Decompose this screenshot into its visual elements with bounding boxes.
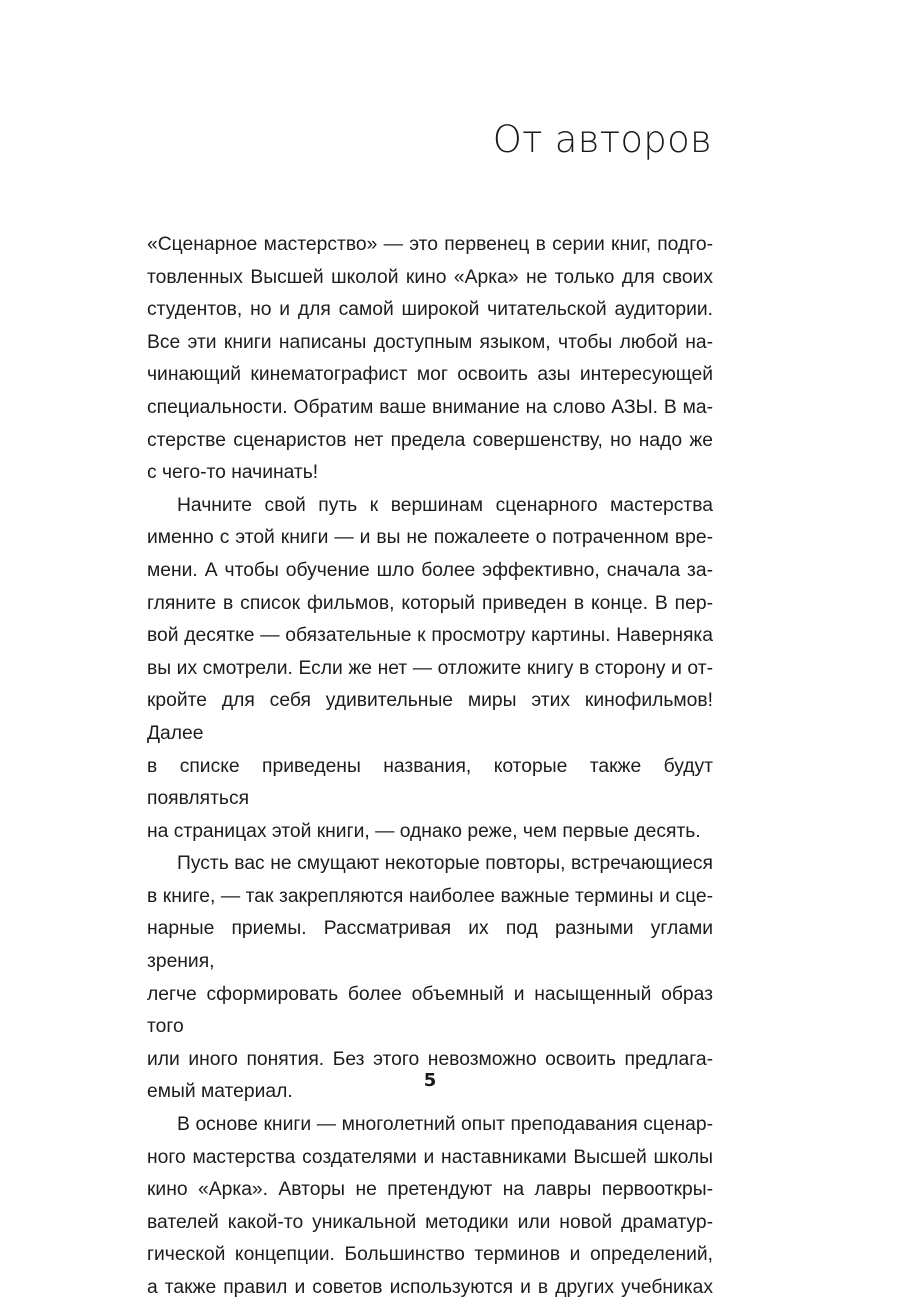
text-line: В основе книги — многолетний опыт преподавания сценар- (177, 1114, 713, 1136)
text-line: на страницах этой книги, — однако реже, чем первые десять. (147, 820, 701, 842)
text-line: специальности. Обратим ваше внимание на слово АЗЫ. В ма- (147, 396, 713, 418)
text-line: а также правил и советов используются и в других учебниках (147, 1277, 713, 1298)
text-line: гляните в список фильмов, который приведен в конце. В пер- (147, 592, 713, 614)
text-line: ного мастерства создателями и наставниками Высшей школы (147, 1146, 713, 1168)
text-line: или иного понятия. Без этого невозможно освоить предлага- (147, 1048, 713, 1070)
text-line: в книге, — так закрепляются наиболее важные термины и сце- (147, 885, 713, 907)
text-line: Все эти книги написаны доступным языком, чтобы любой на- (147, 331, 713, 353)
text-line: именно с этой книги — и вы не пожалеете о потраченном вре- (147, 527, 713, 549)
text-line: чинающий кинематографист мог освоить азы интересующей (147, 364, 713, 386)
page-number: 5 (423, 1070, 437, 1091)
chapter-title: От авторов (492, 118, 712, 161)
text-line: стерстве сценаристов нет предела совершенству, но надо же (147, 429, 713, 451)
text-line: кройте для себя удивительные миры этих кинофильмов! Далее (147, 690, 713, 744)
body-text (147, 229, 713, 1305)
text-line: Пусть вас не смущают некоторые повторы, встречающиеся (177, 853, 713, 875)
text-line: емый материал. (147, 1081, 293, 1103)
text-line: вы их смотрели. Если же нет — отложите книгу в сторону и от- (147, 657, 713, 679)
text-line: нарные приемы. Рассматривая их под разными углами зрения, (147, 918, 713, 973)
text-line: вателей какой-то уникальной методики или новой драматур- (147, 1211, 713, 1233)
text-line: кино «Арка». Авторы не претендуют на лавры первооткры- (147, 1179, 713, 1201)
text-line: «Сценарное мастерство» — это первенец в серии книг, подго- (147, 234, 713, 255)
text-line: в списке приведены названия, которые также будут появляться (147, 755, 713, 810)
text-line: легче сформировать более объемный и насыщенный образ того (147, 983, 713, 1038)
text-line: Начните свой путь к вершинам сценарного мастерства (177, 494, 713, 516)
text-line: товленных Высшей школой кино «Арка» не только для своих (147, 266, 713, 288)
text-line: гической концепции. Большинство терминов и определений, (147, 1244, 713, 1266)
text-line: студентов, но и для самой широкой читательской аудитории. (147, 299, 713, 321)
text-line: с чего-то начинать! (147, 462, 319, 484)
text-line: мени. А чтобы обучение шло более эффективно, сначала за- (147, 559, 713, 581)
text-line: вой десятке — обязательные к просмотру картины. Наверняка (147, 625, 713, 647)
